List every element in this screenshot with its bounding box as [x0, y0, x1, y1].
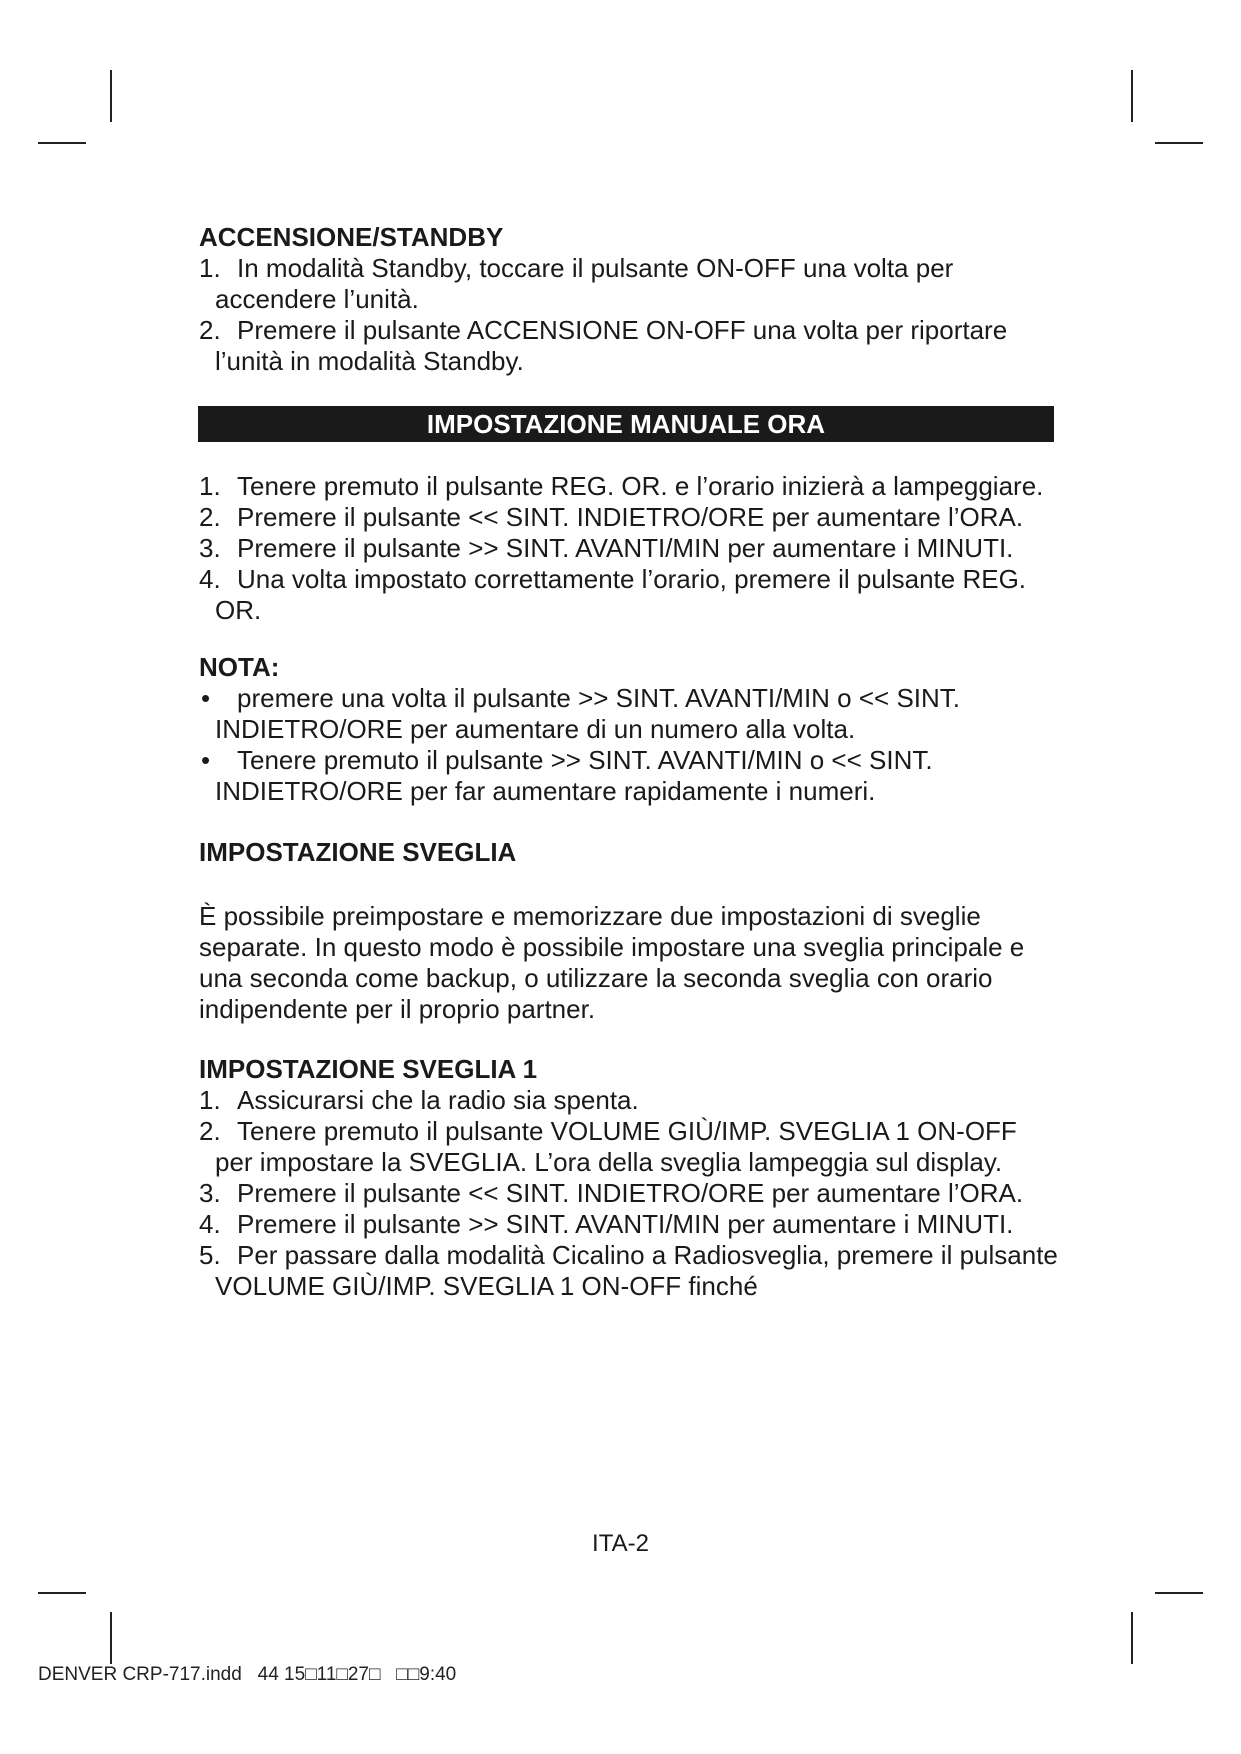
alarm-paragraph: È possibile preimpostare e memorizzare due impostazioni di sveglie separate. In questo modo è possibile impostare una sveglia principale e una seconda come backup, o utilizzare la seconda sveglia con orario indipendente per il proprio partner.: [199, 901, 1025, 1024]
list-item: [199, 1178, 1059, 1209]
alarm1-list: [199, 1085, 1059, 1302]
item-number: 3.: [199, 533, 221, 563]
item-text: Premere il pulsante ACCENSIONE ON-OFF una volta per riportare l’unità in modalità Standby.: [215, 315, 1008, 376]
manual-time-list: [199, 471, 1059, 626]
item-text: Assicurarsi che la radio sia spenta.: [237, 1085, 639, 1115]
list-item: [199, 683, 1059, 745]
list-item: [199, 1240, 1059, 1302]
item-number: 2.: [199, 502, 221, 532]
crop-mark-top-left-horizontal: [38, 142, 86, 144]
item-text: Premere il pulsante >> SINT. AVANTI/MIN per aumentare i MINUTI.: [237, 533, 1014, 563]
item-text: Per passare dalla modalità Cicalino a Radiosveglia, premere il pulsante VOLUME GIÙ/IMP. SVEGLIA 1 ON-OFF finché: [215, 1240, 1058, 1301]
page-content: [199, 222, 1059, 1302]
item-text: Premere il pulsante << SINT. INDIETRO/ORE per aumentare l’ORA.: [237, 502, 1024, 532]
item-text: Premere il pulsante >> SINT. AVANTI/MIN per aumentare i MINUTI.: [237, 1209, 1014, 1239]
item-text: Tenere premuto il pulsante VOLUME GIÙ/IMP. SVEGLIA 1 ON-OFF per impostare la SVEGLIA. L’ora della sveglia lampeggia sul display.: [215, 1116, 1017, 1177]
note-heading: NOTA:: [199, 652, 280, 682]
page-number: ITA-2: [592, 1530, 649, 1557]
list-item: [199, 564, 1059, 626]
crop-mark-top-left-vertical: [110, 70, 112, 122]
list-item: [199, 1085, 1059, 1116]
list-item: [199, 471, 1059, 502]
list-item: [199, 533, 1059, 564]
crop-mark-bottom-right-vertical: [1131, 1612, 1133, 1664]
item-number: 1.: [199, 253, 221, 283]
power-heading: ACCENSIONE/STANDBY: [199, 222, 504, 252]
list-item: [199, 1116, 1059, 1178]
item-number: 1.: [199, 471, 221, 501]
item-number: 4.: [199, 564, 221, 594]
crop-mark-bottom-left-vertical: [110, 1612, 112, 1664]
crop-mark-bottom-left-horizontal: [38, 1592, 86, 1594]
list-item: [199, 315, 1059, 377]
manual-time-heading-bar: IMPOSTAZIONE MANUALE ORA: [198, 406, 1054, 442]
list-item: [199, 745, 1059, 807]
item-text: Premere il pulsante << SINT. INDIETRO/ORE per aumentare l’ORA.: [237, 1178, 1024, 1208]
list-item: [199, 1209, 1059, 1240]
alarm1-heading: IMPOSTAZIONE SVEGLIA 1: [199, 1054, 538, 1084]
item-number: 2.: [199, 315, 221, 345]
list-item: [199, 253, 1059, 315]
crop-mark-top-right-horizontal: [1155, 142, 1203, 144]
power-list: [199, 253, 1059, 377]
bullet-icon: •: [201, 745, 211, 775]
item-number: 3.: [199, 1178, 221, 1208]
item-number: 5.: [199, 1240, 221, 1270]
print-slug: DENVER CRP-717.indd 44 15□11□27□ □□9:40: [38, 1664, 457, 1685]
bullet-icon: •: [201, 683, 211, 713]
item-text: Tenere premuto il pulsante >> SINT. AVANTI/MIN o << SINT. INDIETRO/ORE per far aumentare rapidamente i numeri.: [215, 745, 933, 806]
note-list: [199, 683, 1059, 807]
crop-mark-bottom-right-horizontal: [1155, 1592, 1203, 1594]
crop-mark-top-right-vertical: [1131, 70, 1133, 122]
item-number: 2.: [199, 1116, 221, 1146]
item-text: Tenere premuto il pulsante REG. OR. e l’orario inizierà a lampeggiare.: [237, 471, 1044, 501]
item-text: premere una volta il pulsante >> SINT. AVANTI/MIN o << SINT. INDIETRO/ORE per aumentare di un numero alla volta.: [215, 683, 961, 744]
list-item: [199, 502, 1059, 533]
item-text: In modalità Standby, toccare il pulsante ON-OFF una volta per accendere l’unità.: [215, 253, 954, 314]
alarm-heading: IMPOSTAZIONE SVEGLIA: [199, 837, 517, 867]
item-text: Una volta impostato correttamente l’orario, premere il pulsante REG. OR.: [215, 564, 1027, 625]
item-number: 1.: [199, 1085, 221, 1115]
item-number: 4.: [199, 1209, 221, 1239]
